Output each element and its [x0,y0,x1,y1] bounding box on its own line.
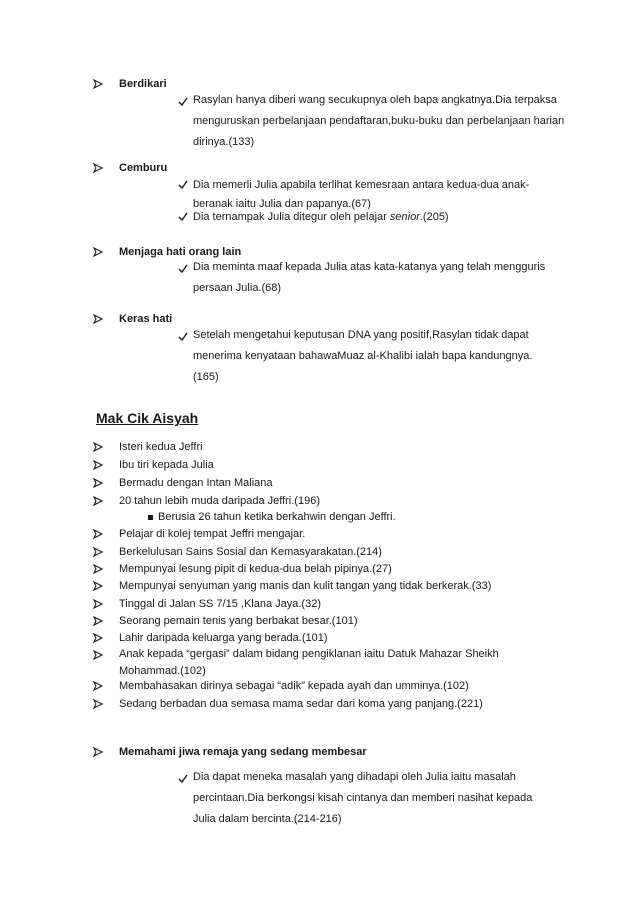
checkmark-icon [178,332,188,342]
trait-title: Keras hati [119,313,173,325]
arrow-bullet-icon [93,496,103,506]
trait-point: Setelah mengetahui keputusan DNA yang positif,Rasylan tidak dapat menerima kenyataan bahawaMuaz al-Khalibi ialah bapa kandungnya.(165) [193,329,533,383]
trait-title: Berdikari [119,78,167,90]
arrow-bullet-icon [93,314,103,324]
arrow-bullet-icon [93,633,103,643]
list-item: Pelajar di kolej tempat Jeffri mengajar. [119,528,306,540]
arrow-bullet-icon [93,547,103,557]
list-item: Mempunyai senyuman yang manis dan kulit tangan yang tidak berkerak.(33) [119,580,492,592]
list-item: Ibu tiri kepada Julia [119,459,214,471]
list-item: Sedang berbadan dua semasa mama sedar dari koma yang panjang.(221) [119,698,483,710]
trait-point: Dia dapat meneka masalah yang dihadapi oleh Julia iaitu masalah percintaan.Dia berkongsi kisah cintanya dan memberi nasihat kepada Julia dalam bercinta.(214-216) [193,771,533,825]
trait-point: Rasylan hanya diberi wang secukupnya oleh bapa angkatnya.Dia terpaksa menguruskan perbelanjaan pendaftaran,buku-buku dan perbelanjaan harian dirinya.(133) [193,94,565,148]
list-item: Berkelulusan Sains Sosial dan Kemasyarakatan.(214) [119,546,382,558]
trait-title: Memahami jiwa remaja yang sedang membesar [119,746,367,758]
checkmark-icon [178,97,188,107]
arrow-bullet-icon [93,79,103,89]
trait-point: Dia meminta maaf kepada Julia atas kata-katanya yang telah mengguris persaan Julia.(68) [193,261,546,294]
arrow-bullet-icon [93,247,103,257]
list-item: Anak kepada “gergasi” dalam bidang pengiklanan iaitu Datuk Mahazar Sheikh Mohammad.(102) [119,648,499,677]
checkmark-icon [178,180,188,190]
trait-point-text: Dia ternampak Julia ditegur oleh pelajar [193,211,390,223]
arrow-bullet-icon [93,699,103,709]
list-item: Membahasakan dirinya sebagai “adik” kepada ayah dan umminya.(102) [119,680,469,692]
list-item: Tinggal di Jalan SS 7/15 ,Klana Jaya.(32) [119,598,321,610]
arrow-bullet-icon [93,163,103,173]
arrow-bullet-icon [93,747,103,757]
arrow-bullet-icon [93,616,103,626]
arrow-bullet-icon [93,650,103,660]
arrow-bullet-icon [93,681,103,691]
arrow-bullet-icon [93,564,103,574]
checkmark-icon [178,264,188,274]
list-item: Seorang pemain tenis yang berbakat besar.(101) [119,615,358,627]
section-heading: Mak Cik Aisyah [96,410,199,426]
arrow-bullet-icon [93,478,103,488]
square-bullet-icon [148,515,153,520]
trait-point: Dia memerli Julia apabila terlihat kemesraan antara kedua-dua anak-beranak iaitu Julia dan papanya.(67) [193,179,530,210]
trait-title: Cemburu [119,162,168,174]
checkmark-icon [178,212,188,222]
trait-point-italic: senior [389,211,420,223]
list-item: Bermadu dengan Intan Maliana [119,477,273,489]
arrow-bullet-icon [93,460,103,470]
list-item: Isteri kedua Jeffri [119,441,203,453]
list-item: Berusia 26 tahun ketika berkahwin dengan Jeffri. [158,511,396,523]
list-item: Mempunyai lesung pipit di kedua-dua belah pipinya.(27) [119,563,392,575]
arrow-bullet-icon [93,599,103,609]
trait-point [193,210,449,224]
arrow-bullet-icon [93,529,103,539]
list-item: 20 tahun lebih muda daripada Jeffri.(196) [119,495,320,507]
arrow-bullet-icon [93,442,103,452]
checkmark-icon [178,774,188,784]
arrow-bullet-icon [93,581,103,591]
list-item: Lahir daripada keluarga yang berada.(101) [119,632,328,644]
trait-title: Menjaga hati orang lain [119,246,242,258]
trait-point-text: .(205) [419,211,449,223]
